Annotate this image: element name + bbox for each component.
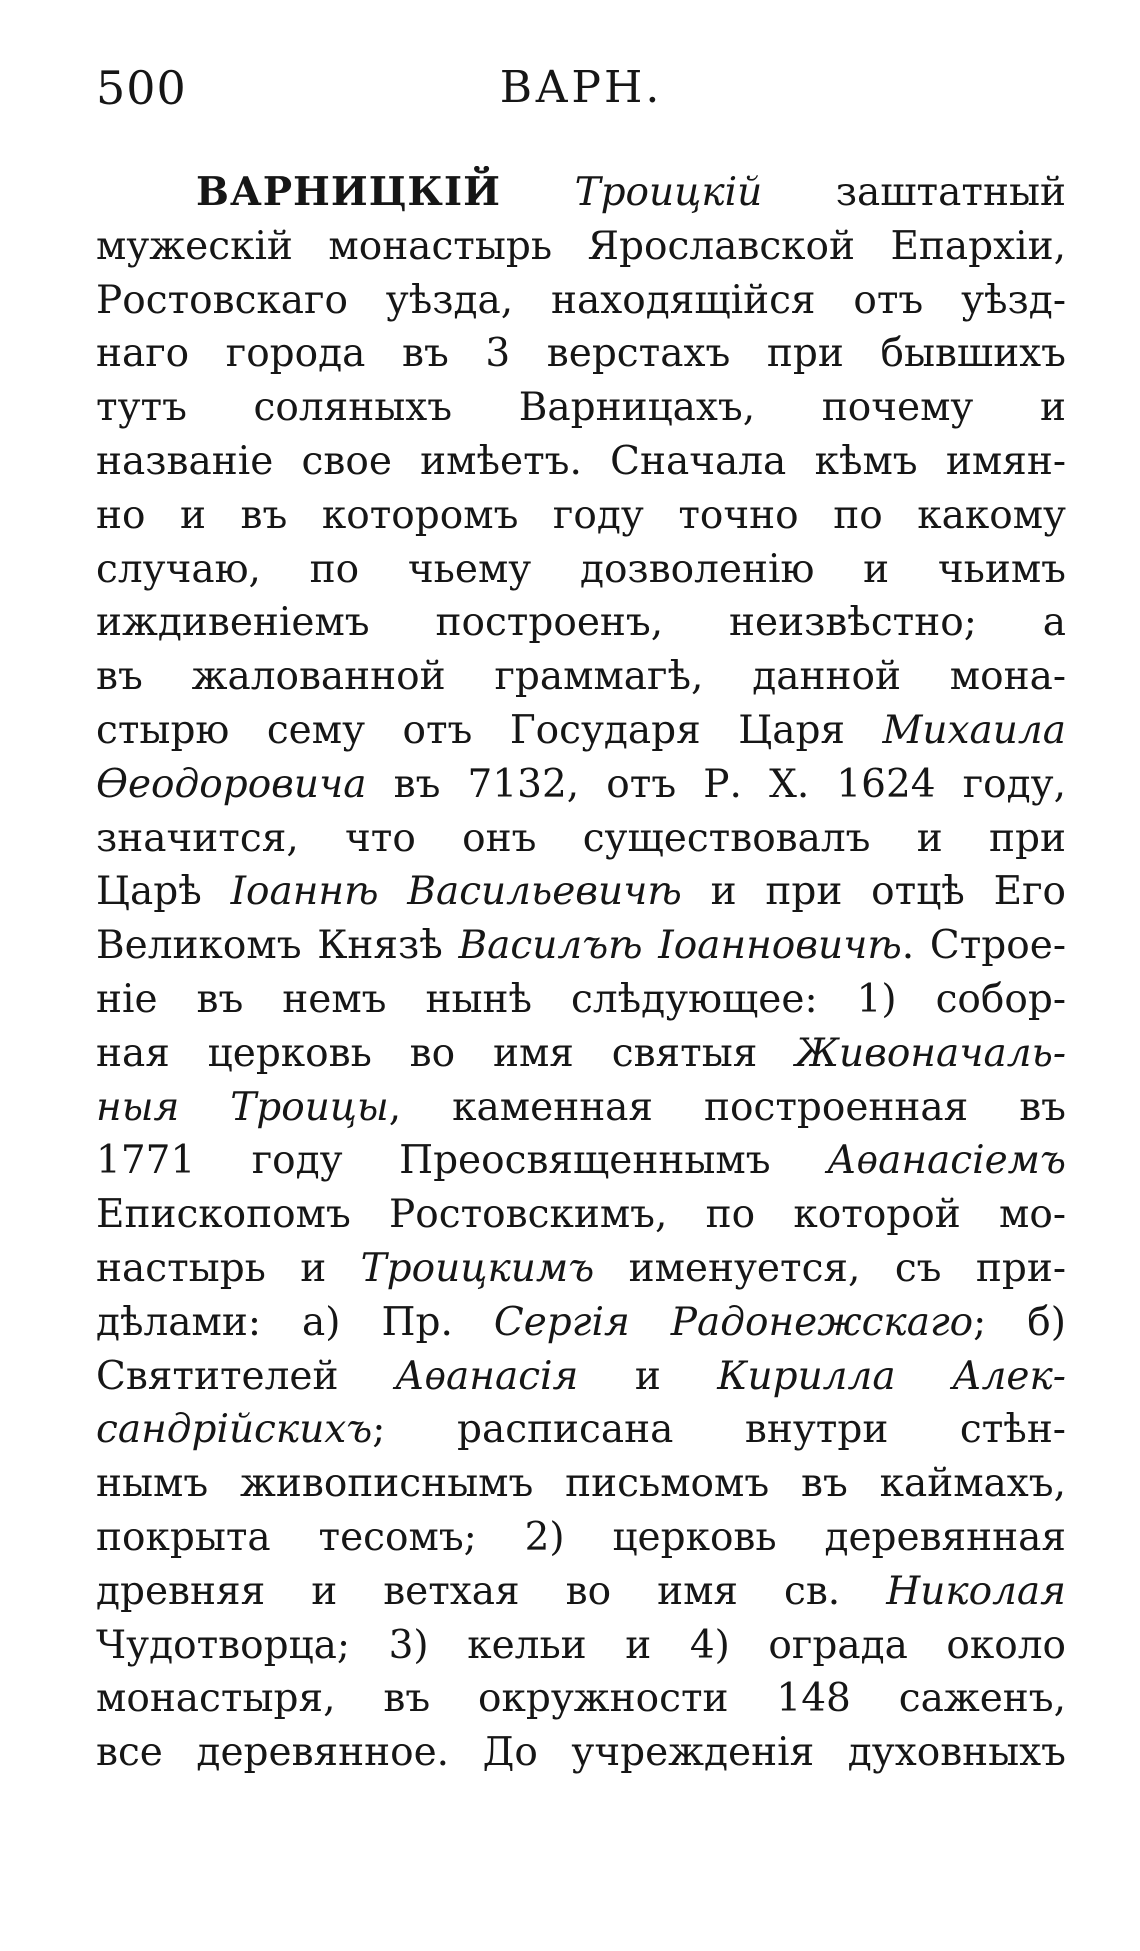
text-segment: Ростовскаго уѣзда, находящійся отъ уѣзд- [96, 277, 1066, 323]
italic-name: сандрійскихъ [96, 1407, 373, 1453]
text-line [96, 758, 1066, 812]
text-line [96, 166, 1066, 220]
text-line [96, 1565, 1066, 1619]
italic-name: Ѳеодоровича [96, 761, 367, 807]
text-line [96, 596, 1066, 650]
text-segment: древняя и ветхая во имя св. [96, 1568, 887, 1614]
text-segment: все деревянное. До учрежденія духовныхъ [96, 1730, 1066, 1776]
text-segment: случаю, по чьему дозволенію и чьимъ [96, 546, 1066, 592]
text-line [96, 327, 1066, 381]
text-line [96, 919, 1066, 973]
italic-name: Троицкимъ [360, 1245, 595, 1291]
text-line [96, 812, 1066, 866]
text-line [96, 1511, 1066, 1565]
text-segment: ніе въ немъ нынѣ слѣдующее: 1) собор- [96, 976, 1066, 1022]
text-segment: Великомъ Князѣ [96, 923, 459, 969]
text-segment: . Строе- [901, 923, 1066, 969]
page-header [96, 58, 1066, 118]
text-segment: покрыта тесомъ; 2) церковь деревянная [96, 1514, 1066, 1560]
italic-name: Михаила [882, 707, 1066, 753]
text-segment: и [578, 1353, 718, 1399]
text-segment: наго города въ 3 верстахъ при бывшихъ [96, 331, 1066, 377]
article-text [96, 166, 1066, 1780]
entry-headword: ВАРНИЦКІЙ [196, 169, 502, 215]
text-segment: Епископомъ Ростовскимъ, по которой мо- [96, 1192, 1066, 1238]
text-segment: дѣлами: а) Пр. [96, 1299, 494, 1345]
text-segment: Чудотворца; 3) кельи и 4) ограда около [96, 1622, 1066, 1668]
text-line [96, 1027, 1066, 1081]
text-line [96, 1296, 1066, 1350]
running-head: ВАРН. [499, 62, 663, 113]
text-segment: тутъ соляныхъ Варницахъ, почему и [96, 385, 1066, 431]
italic-name: Іоаннѣ Васильевичѣ [230, 869, 682, 915]
text-line [96, 1672, 1066, 1726]
text-line [96, 381, 1066, 435]
text-segment: въ 7132, отъ Р. Х. 1624 году, [366, 761, 1066, 807]
text-line [96, 1134, 1066, 1188]
italic-name: Василъѣ Іоанновичѣ [458, 923, 902, 969]
text-segment: настырь и [96, 1245, 361, 1291]
italic-name: Живоначаль- [795, 1030, 1066, 1076]
text-segment: названіе свое имѣетъ. Сначала кѣмъ имян- [96, 438, 1066, 484]
text-line [96, 704, 1066, 758]
italic-name: Аѳанасія [394, 1353, 579, 1399]
text-segment: ная церковь во имя святыя [96, 1030, 796, 1076]
text-segment: 1771 году Преосвященнымъ [96, 1138, 827, 1184]
text-segment: нымъ живописнымъ письмомъ въ каймахъ, [96, 1461, 1066, 1507]
text-line [96, 1350, 1066, 1404]
italic-name: Кирилла Алек- [717, 1353, 1066, 1399]
text-line [96, 435, 1066, 489]
page-number: 500 [96, 61, 187, 115]
italic-name: ныя Троицы [96, 1084, 389, 1130]
italic-name: Аѳанасіемъ [827, 1138, 1066, 1184]
text-line [96, 274, 1066, 328]
text-segment: ; б) [973, 1299, 1066, 1345]
text-line [96, 1081, 1066, 1135]
text-line [96, 1403, 1066, 1457]
text-segment: ; расписана внутри стѣн- [372, 1407, 1066, 1453]
text-segment: монастыря, въ окружности 148 саженъ, [96, 1676, 1066, 1722]
text-line [96, 973, 1066, 1027]
text-line [96, 1726, 1066, 1780]
text-segment: , каменная построенная въ [388, 1084, 1066, 1130]
text-segment: именуется, съ при- [594, 1245, 1066, 1291]
text-segment [501, 170, 575, 215]
text-segment: и при отцѣ Его [681, 869, 1066, 915]
text-segment: мужескій монастырь Ярославской Епархіи, [96, 223, 1066, 269]
text-line [96, 1242, 1066, 1296]
text-segment: въ жалованной граммагѣ, данной мона- [96, 654, 1066, 700]
text-segment: но и въ которомъ году точно по какому [96, 492, 1066, 538]
italic-name: Троицкій [574, 170, 763, 215]
text-line [96, 650, 1066, 704]
text-segment: заштатный [762, 170, 1066, 215]
text-line [96, 543, 1066, 597]
text-segment: стырю сему отъ Государя Царя [96, 707, 883, 753]
text-line [96, 1619, 1066, 1673]
text-line [96, 220, 1066, 274]
italic-name: Сергія Радонежскаго [493, 1299, 974, 1345]
text-line [96, 1188, 1066, 1242]
italic-name: Николая [886, 1568, 1066, 1614]
text-line [96, 865, 1066, 919]
text-line [96, 1457, 1066, 1511]
text-segment: иждивеніемъ построенъ, неизвѣстно; а [96, 600, 1066, 646]
text-segment: Царѣ [96, 869, 231, 915]
text-segment: значится, что онъ существовалъ и при [96, 815, 1066, 861]
text-segment: Святителей [96, 1353, 395, 1399]
text-line [96, 489, 1066, 543]
